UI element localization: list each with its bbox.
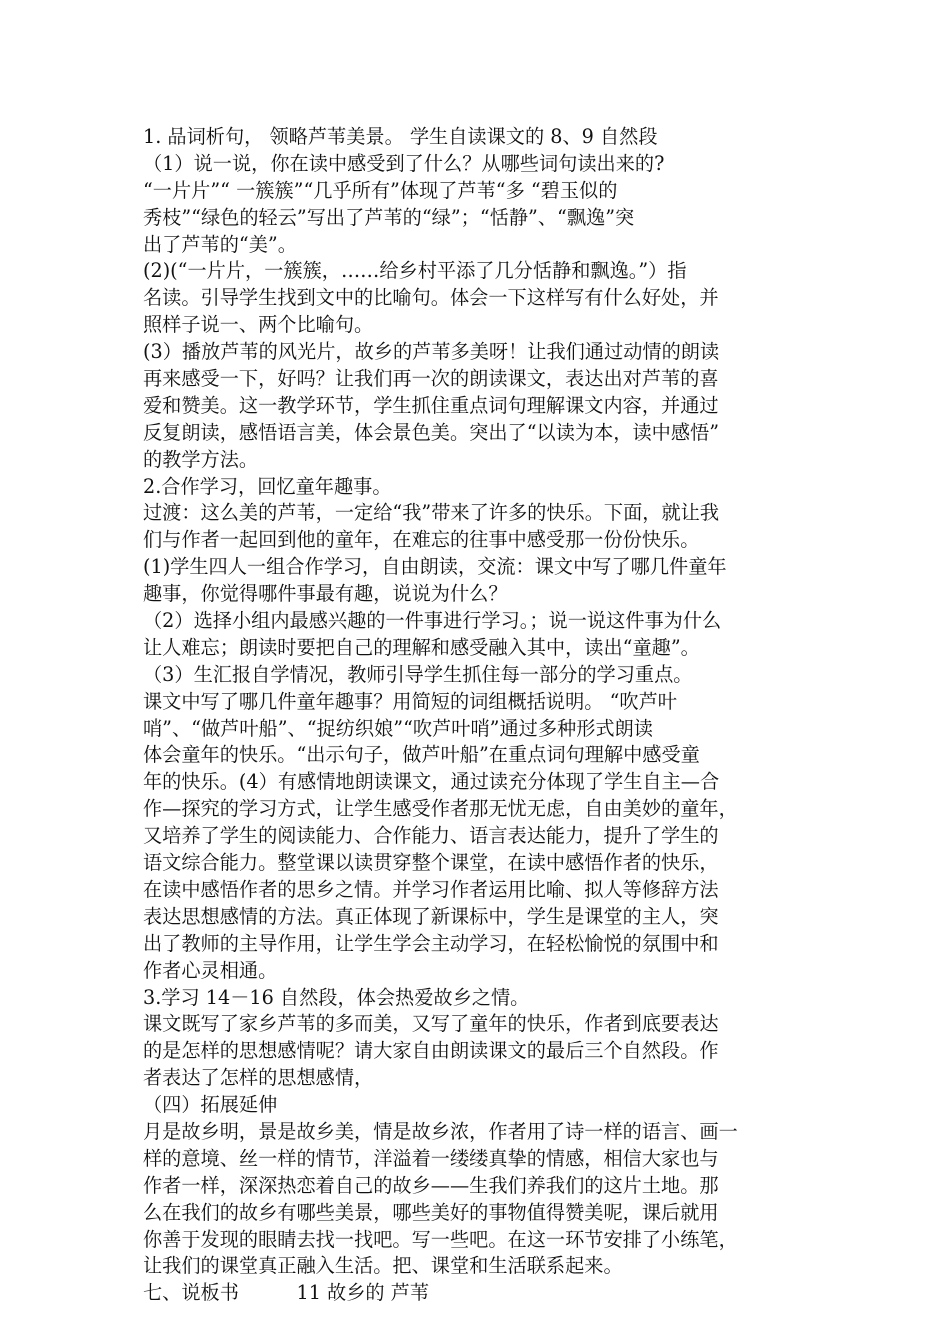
text-line: 反复朗读，感悟语言美，体会景色美。突出了“以读为本，读中感悟” (143, 420, 720, 444)
text-line: 的教学方法。 (143, 447, 259, 471)
text-line: 趣事，你觉得哪件事最有趣，说说为什么？ (143, 582, 508, 606)
text-line: 1. 品词析句， 领略芦苇美景。 学生自读课文的 8、9 自然段 (143, 125, 658, 148)
text-line: 作者一样，深深热恋着自己的故乡——生我们养我们的这片土地。那 (143, 1173, 719, 1197)
section-heading: （四）拓展延伸 (143, 1093, 278, 1117)
text-line: (3）播放芦苇的风光片，故乡的芦苇多美呀！让我们通过动情的朗读 (143, 340, 720, 364)
text-line: 样的意境、丝一样的情节，洋溢着一缕缕真挚的情感，相信大家也与 (143, 1146, 719, 1170)
text-line: 表达思想感情的方法。真正体现了新课标中，学生是课堂的主人，突 (143, 904, 719, 928)
text-line: 者表达了怎样的思想感情， (143, 1066, 374, 1090)
text-line: 秀枝”“绿色的轻云”写出了芦苇的“绿”；“恬静”、“飘逸”突 (143, 205, 635, 229)
text-line: 哨”、“做芦叶船”、“捉纺织娘”“吹芦叶哨”通过多种形式朗读 (143, 716, 653, 740)
text-line: 作者心灵相通。 (143, 958, 278, 982)
text-line: 出了芦苇的“美”。 (143, 232, 297, 256)
section-heading: 七、说板书 11 故乡的 芦苇 (143, 1281, 430, 1305)
text-line: “一片片”“ 一簇簇”“几乎所有”体现了芦苇“多 “碧玉似的 (143, 178, 618, 202)
text-line: 年的快乐。(4）有感情地朗读课文，通过读充分体现了学生自主—合 (143, 770, 720, 794)
text-line: 在读中感悟作者的思乡之情。并学习作者运用比喻、拟人等修辞方法 (143, 877, 719, 901)
section-heading: 2.合作学习，回忆童年趣事。 (143, 474, 392, 498)
text-line: 让我们的课堂真正融入生活。把、课堂和生活联系起来。 (143, 1254, 623, 1278)
text-line: 再来感受一下，好吗？让我们再一次的朗读课文，表达出对芦苇的喜 (143, 367, 719, 391)
text-line: （1）说一说，你在读中感受到了什么？从哪些词句读出来的? (143, 151, 665, 175)
section-heading: 3.学习 14－16 自然段，体会热爱故乡之情。 (143, 985, 530, 1009)
text-line: 们与作者一起回到他的童年，在难忘的往事中感受那一份份快乐。 (143, 528, 700, 552)
text-line: 过渡：这么美的芦苇，一定给“我”带来了许多的快乐。下面，就让我 (143, 501, 720, 525)
text-line: 你善于发现的眼睛去找一找吧。写一些吧。在这一环节安排了小练笔， (143, 1227, 738, 1251)
text-line: 照样子说一、两个比喻句。 (143, 313, 374, 337)
document-body (143, 124, 823, 1307)
text-line: 出了教师的主导作用，让学生学会主动学习，在轻松愉悦的氛围中和 (143, 931, 719, 955)
text-line: 体会童年的快乐。“出示句子，做芦叶船”在重点词句理解中感受童 (143, 743, 700, 767)
text-line: 课文既写了家乡芦苇的多而美，又写了童年的快乐，作者到底要表达 (143, 1012, 719, 1036)
text-line: 名读。引导学生找到文中的比喻句。体会一下这样写有什么好处，并 (143, 286, 719, 310)
text-line: 么在我们的故乡有哪些美景，哪些美好的事物值得赞美呢，课后就用 (143, 1200, 719, 1224)
text-line: 爱和赞美。这一教学环节，学生抓住重点词句理解课文内容，并通过 (143, 393, 719, 417)
text-line: 让人难忘；朗读时要把自己的理解和感受融入其中，读出“童趣”。 (143, 635, 700, 659)
text-line: 的是怎样的思想感情呢？请大家自由朗读课文的最后三个自然段。作 (143, 1039, 719, 1063)
text-line: （3）生汇报自学情况，教师引导学生抓住每一部分的学习重点。 (143, 662, 693, 686)
text-line: 语文综合能力。整堂课以读贯穿整个课堂，在读中感悟作者的快乐， (143, 851, 719, 875)
text-line: （2）选择小组内最感兴趣的一件事进行学习。；说一说这件事为什么 (143, 609, 722, 633)
text-line: 又培养了学生的阅读能力、合作能力、语言表达能力，提升了学生的 (143, 824, 719, 848)
text-line: 月是故乡明，景是故乡美，情是故乡浓，作者用了诗一样的语言、画一 (143, 1119, 738, 1143)
text-line: (2)(“一片片，一簇簇，……给乡村平添了几分恬静和飘逸。”）指 (143, 259, 687, 283)
text-line: 课文中写了哪几件童年趣事？用简短的词组概括说明。 “吹芦叶 (143, 689, 677, 713)
text-line: (1)学生四人一组合作学习，自由朗读，交流：课文中写了哪几件童年 (143, 555, 727, 579)
text-line: 作—探究的学习方式，让学生感受作者那无忧无虑，自由美妙的童年， (143, 797, 738, 821)
